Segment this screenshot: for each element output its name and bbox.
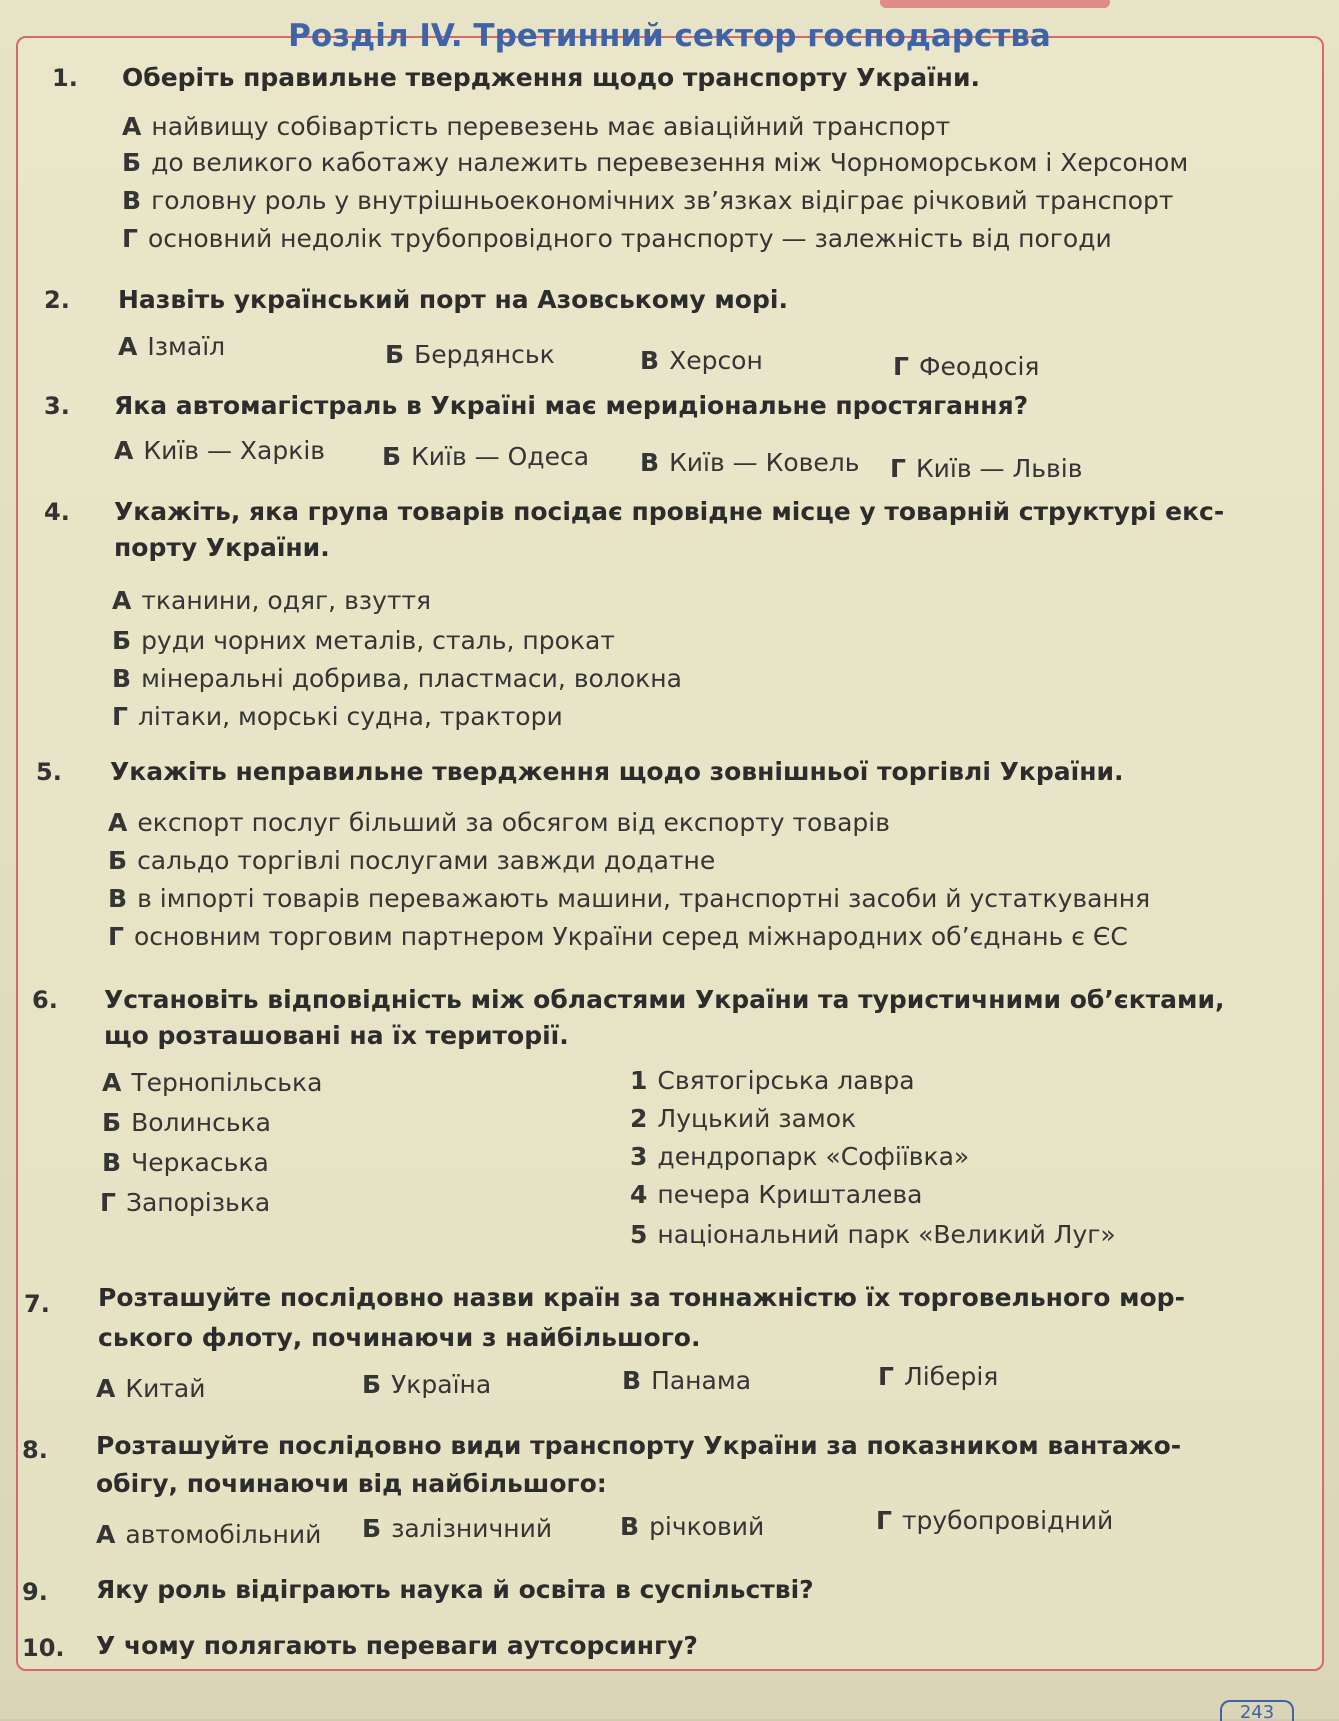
- question-text: Укажіть, яка група товарів посідає провідне місце у товарній структурі екс-: [114, 497, 1225, 526]
- question-number: 6.: [32, 986, 58, 1014]
- question-text: Розташуйте послідовно назви країн за тоннажністю їх торговельного мор-: [98, 1283, 1185, 1312]
- match-option: 5 національний парк «Великий Луг»: [630, 1220, 1116, 1249]
- section-title: Розділ IV. Третинний сектор господарства: [288, 18, 1051, 54]
- question-text: Яка автомагістраль в Україні має меридіональне простягання?: [114, 391, 1029, 420]
- match-option: 4 печера Кришталева: [630, 1180, 923, 1209]
- answer-option: А Ізмаїл: [118, 332, 226, 361]
- answer-option: В Київ — Ковель: [640, 448, 860, 477]
- question-number: 3.: [44, 392, 70, 420]
- question-text: Яку роль відіграють наука й освіта в суспільстві?: [96, 1575, 814, 1604]
- answer-option: Б руди чорних металів, сталь, прокат: [112, 626, 615, 655]
- answer-option: Г Ліберія: [878, 1362, 999, 1391]
- answer-option: Г літаки, морські судна, трактори: [112, 702, 563, 731]
- match-option: 1 Святогірська лавра: [630, 1066, 915, 1095]
- question-number: 8.: [22, 1436, 48, 1464]
- answer-option: Б сальдо торгівлі послугами завжди додатне: [108, 846, 716, 875]
- question-number: 10.: [22, 1634, 65, 1662]
- match-option: 2 Луцький замок: [630, 1104, 857, 1133]
- answer-option: Г Запорізька: [100, 1188, 271, 1217]
- question-text: Розташуйте послідовно види транспорту України за показником вантажо-: [96, 1431, 1182, 1460]
- answer-option: Г Феодосія: [893, 352, 1040, 381]
- question-number: 9.: [22, 1578, 48, 1606]
- answer-option: А автомобільний: [96, 1520, 322, 1549]
- match-option: 3 дендропарк «Софіївка»: [630, 1142, 970, 1171]
- answer-option: Б Волинська: [102, 1108, 271, 1137]
- question-text: що розташовані на їх території.: [104, 1021, 569, 1050]
- answer-option: В Панама: [622, 1366, 752, 1395]
- answer-option: А тканини, одяг, взуття: [112, 586, 432, 615]
- question-text: обігу, починаючи від найбільшого:: [96, 1469, 607, 1498]
- answer-option: Б залізничний: [362, 1514, 553, 1543]
- answer-option: В Черкаська: [102, 1148, 269, 1177]
- top-decor-strip: [880, 0, 1110, 8]
- question-number: 2.: [44, 286, 70, 314]
- answer-option: Г Київ — Львів: [890, 454, 1083, 483]
- answer-option: В в імпорті товарів переважають машини, транспортні засоби й устаткування: [108, 884, 1151, 913]
- answer-option: Б Київ — Одеса: [382, 442, 590, 471]
- answer-option: А Тернопільська: [102, 1068, 323, 1097]
- answer-option: Г основним торговим партнером України серед міжнародних об’єднань є ЄС: [108, 922, 1128, 951]
- page-number: 243: [1220, 1700, 1294, 1721]
- question-text: Установіть відповідність між областями України та туристичними об’єктами,: [104, 985, 1225, 1014]
- answer-option: Г трубопровідний: [876, 1506, 1114, 1535]
- question-text: Укажіть неправильне твердження щодо зовнішньої торгівлі України.: [110, 757, 1124, 786]
- question-text: Назвіть український порт на Азовському морі.: [118, 285, 788, 314]
- question-text: порту України.: [114, 533, 330, 562]
- answer-option: Б Україна: [362, 1370, 492, 1399]
- answer-option: В Херсон: [640, 346, 763, 375]
- question-number: 5.: [36, 758, 62, 786]
- answer-option: В річковий: [620, 1512, 765, 1541]
- answer-option: А експорт послуг більший за обсягом від експорту товарів: [108, 808, 890, 837]
- answer-option: А найвищу собівартість перевезень має авіаційний транспорт: [122, 112, 951, 141]
- answer-option: В головну роль у внутрішньоекономічних зв’язках відіграє річковий транспорт: [122, 186, 1174, 215]
- question-text: Оберіть правильне твердження щодо транспорту України.: [122, 63, 980, 92]
- question-number: 1.: [52, 64, 78, 92]
- answer-option: Б Бердянськ: [385, 340, 555, 369]
- answer-option: Б до великого каботажу належить перевезення між Чорноморськом і Херсоном: [122, 148, 1189, 177]
- answer-option: А Китай: [96, 1374, 206, 1403]
- question-number: 7.: [24, 1290, 50, 1318]
- question-number: 4.: [44, 498, 70, 526]
- question-text: У чому полягають переваги аутсорсингу?: [96, 1631, 698, 1660]
- answer-option: Г основний недолік трубопровідного транспорту — залежність від погоди: [122, 224, 1112, 253]
- answer-option: В мінеральні добрива, пластмаси, волокна: [112, 664, 682, 693]
- answer-option: А Київ — Харків: [114, 436, 326, 465]
- question-text: ського флоту, починаючи з найбільшого.: [98, 1323, 701, 1352]
